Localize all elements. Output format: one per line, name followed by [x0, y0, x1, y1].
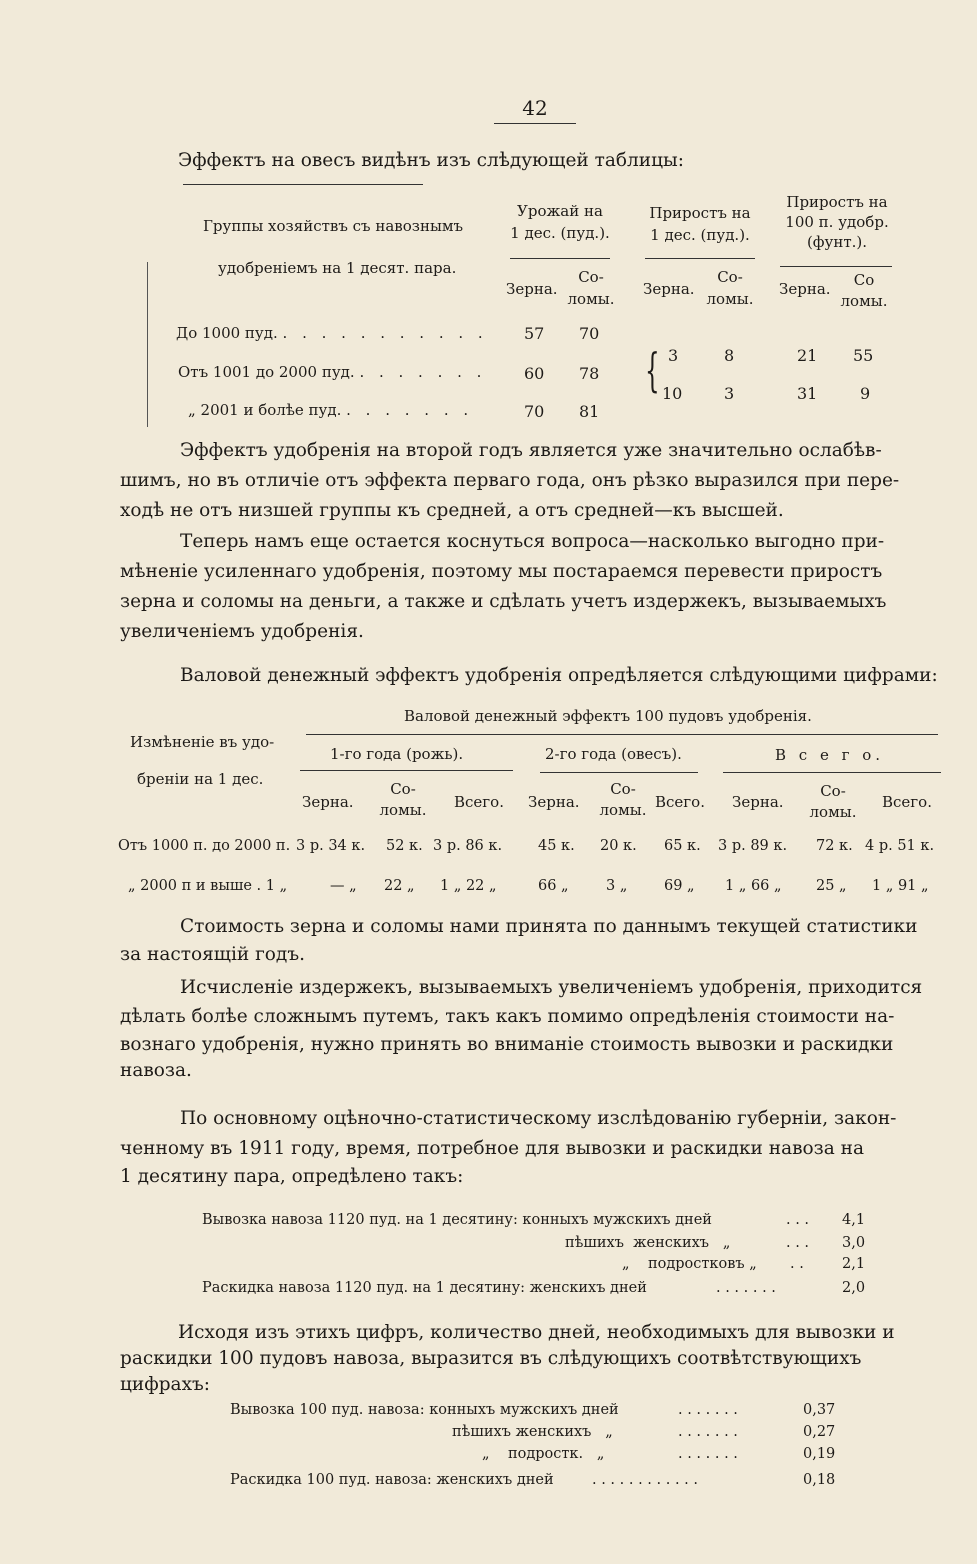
t2-cell: 25 „ — [816, 878, 847, 894]
t1-sub-grain-inc: Зерна. — [643, 280, 695, 298]
t2-cell: 72 к. — [816, 838, 853, 854]
page-number: 42 — [522, 96, 548, 120]
table1-group-header-1: Группы хозяйствъ съ навознымъ — [203, 217, 464, 235]
t1-sub-straw-yield-2: ломы. — [567, 290, 615, 308]
t1-sub-straw-inc-2: ломы. — [706, 290, 754, 308]
table1-caption: Эффектъ на овесъ видѣнъ изъ слѣдующей таблицы: — [178, 150, 684, 171]
t2-cell: 22 „ — [384, 878, 415, 894]
t1-row-label: „ 2001 и болѣе пуд. . . . . . . . — [188, 401, 474, 419]
table2-year1: 1-го года (рожь). — [330, 745, 464, 763]
t1-sub-straw-inc100-1: Со — [853, 271, 875, 289]
page-number-rule — [494, 123, 576, 124]
para3-line: Стоимость зерна и соломы нами принята по даннымъ текущей статистики — [180, 916, 918, 937]
list2-item: пѣшихъ женскихъ „ — [452, 1424, 613, 1440]
table2-caption: Валовой денежный эффектъ удобренія опредѣляется слѣдующими цифрами: — [180, 665, 938, 686]
t2-cell: 3 „ — [606, 878, 628, 894]
para5-line: 1 десятину пара, опредѣлено такъ: — [120, 1166, 464, 1187]
yield-brace — [510, 258, 610, 259]
list1-dots: . . . — [786, 1212, 810, 1228]
list1-item: Вывозка навоза 1120 пуд. на 1 десятину: конныхъ мужскихъ дней — [202, 1212, 712, 1228]
t2-cell: 66 „ — [538, 878, 569, 894]
year1-brace — [300, 770, 513, 771]
table2-top-header: Валовой денежный эффектъ 100 пудовъ удобренія. — [404, 707, 812, 725]
list1-value: 3,0 — [842, 1235, 866, 1251]
t2-sub-all: Всего. — [454, 793, 504, 811]
para3-line: за настоящій годъ. — [120, 944, 305, 965]
table1-group-header-2: удобреніемъ на 1 десят. пара. — [218, 259, 457, 277]
t2-cell: 52 к. — [386, 838, 423, 854]
para6-line: раскидки 100 пудовъ навоза, выразится въ слѣдующихъ соотвѣтствующихъ — [120, 1348, 862, 1369]
t1-row-grain: 60 — [524, 364, 545, 383]
table2-total: В с е г о. — [775, 746, 885, 764]
t2-sub-straw-2: ломы. — [599, 801, 647, 819]
t2-cell: 3 р. 89 к. — [718, 838, 788, 854]
para2-line: зерна и соломы на деньги, а также и сдѣлать учетъ издержекъ, вызываемыхъ — [120, 591, 887, 612]
list2-value: 0,19 — [803, 1446, 836, 1462]
t2-sub-grain: Зерна. — [732, 793, 784, 811]
para5-line: По основному оцѣночно-статистическому изслѣдованію губерніи, закон- — [180, 1108, 897, 1129]
t2-sub-straw-1: Со- — [820, 782, 846, 800]
year2-brace — [540, 772, 698, 773]
para4-line: навоза. — [120, 1060, 192, 1081]
t2-cell: 1 „ 66 „ — [725, 878, 782, 894]
para6-line: Исходя изъ этихъ цифръ, количество дней, необходимыхъ для вывозки и — [178, 1322, 895, 1343]
para1-line: Эффектъ удобренія на второй годъ является уже значительно ослабѣв- — [180, 440, 882, 461]
list2-value: 0,18 — [803, 1472, 836, 1488]
table1-increase100-header-3: (фунт.). — [806, 233, 868, 251]
para6-line: цифрахъ: — [120, 1374, 211, 1395]
t1-sub-straw-inc-1: Со- — [717, 268, 743, 286]
table1-yield-header-1: Урожай на — [517, 202, 603, 220]
t2-sub-straw-1: Со- — [390, 780, 416, 798]
increase100-brace — [780, 266, 892, 267]
t2-cell: 1 „ 22 „ — [440, 878, 497, 894]
t1-row-straw: 78 — [579, 364, 600, 383]
t2-sub-all: Всего. — [882, 793, 932, 811]
t2-cell: — „ — [330, 878, 357, 894]
list2-item: Раскидка 100 пуд. навоза: женскихъ дней — [230, 1472, 554, 1488]
list1-value: 4,1 — [842, 1212, 866, 1228]
para4-line: дѣлать болѣе сложнымъ путемъ, такъ какъ помимо опредѣленія стоимости на- — [120, 1006, 895, 1027]
t1-inc-grain: 3 — [668, 346, 679, 365]
t2-sub-straw-2: ломы. — [809, 803, 857, 821]
t1-sub-grain-inc100: Зерна. — [779, 280, 831, 298]
caption-flourish — [183, 184, 423, 185]
t1-inc-grain: 10 — [662, 384, 683, 403]
t1-inc100-grain: 31 — [797, 384, 818, 403]
list2-value: 0,27 — [803, 1424, 836, 1440]
list2-value: 0,37 — [803, 1402, 836, 1418]
t1-row-straw: 70 — [579, 324, 600, 343]
t2-sub-all: Всего. — [655, 793, 705, 811]
t2-cell: 20 к. — [600, 838, 637, 854]
increase-brace — [645, 258, 755, 259]
table2-year2: 2-го года (овесъ). — [545, 745, 682, 763]
t2-cell: 65 к. — [664, 838, 701, 854]
para2-line: Теперь намъ еще остается коснуться вопроса—насколько выгодно при- — [180, 531, 885, 552]
table1-yield-header-2: 1 дес. (пуд.). — [510, 224, 610, 242]
list1-dots: . . . . . . . — [716, 1280, 776, 1296]
t2-cell: 69 „ — [664, 878, 695, 894]
t2-cell: 1 „ 91 „ — [872, 878, 929, 894]
t2-sub-straw-1: Со- — [610, 780, 636, 798]
t2-row-label: Отъ 1000 п. до 2000 п. — [118, 838, 291, 854]
t1-sub-straw-inc100-2: ломы. — [840, 292, 888, 310]
t1-sub-grain-yield: Зерна. — [506, 280, 558, 298]
t2-cell: 3 р. 34 к. — [296, 838, 366, 854]
t1-sub-straw-yield-1: Со- — [578, 268, 604, 286]
list1-value: 2,0 — [842, 1280, 866, 1296]
left-brace-glyph: { — [645, 343, 660, 397]
t2-cell: 45 к. — [538, 838, 575, 854]
list2-item: „ подростк. „ — [482, 1446, 605, 1462]
t1-row-label: До 1000 пуд. . . . . . . . . . . . — [176, 324, 488, 342]
t2-sub-grain: Зерна. — [528, 793, 580, 811]
t1-row-label: Отъ 1001 до 2000 пуд. . . . . . . . — [178, 363, 487, 381]
list2-dots: . . . . . . . — [678, 1424, 738, 1440]
para2-line: мѣненіе усиленнаго удобренія, поэтому мы постараемся перевести приростъ — [120, 561, 883, 582]
para2-line: увеличеніемъ удобренія. — [120, 621, 364, 642]
list2-dots: . . . . . . . — [678, 1446, 738, 1462]
total-brace — [723, 772, 941, 773]
t2-sub-grain: Зерна. — [302, 793, 354, 811]
para1-line: ходѣ не отъ низшей группы къ средней, а отъ средней—къ высшей. — [120, 500, 784, 521]
t1-inc100-straw: 55 — [853, 346, 874, 365]
list1-dots: . . . — [786, 1235, 810, 1251]
list1-item: Раскидка навоза 1120 пуд. на 1 десятину: женскихъ дней — [202, 1280, 647, 1296]
t2-sub-straw-2: ломы. — [379, 801, 427, 819]
t2-cell: 4 р. 51 к. — [865, 838, 935, 854]
table1-increase-header-2: 1 дес. (пуд.). — [650, 226, 750, 244]
t1-row-straw: 81 — [579, 402, 600, 421]
t1-inc100-straw: 9 — [860, 384, 871, 403]
t1-inc100-grain: 21 — [797, 346, 818, 365]
para5-line: ченному въ 1911 году, время, потребное для вывозки и раскидки навоза на — [120, 1138, 865, 1159]
list2-dots: . . . . . . . — [678, 1402, 738, 1418]
table2-row-header-1: Измѣненіе въ удо- — [130, 733, 275, 751]
list2-item: Вывозка 100 пуд. навоза: конныхъ мужскихъ дней — [230, 1402, 619, 1418]
list1-item: „ подростковъ „ — [622, 1256, 757, 1272]
t1-row-grain: 70 — [524, 402, 545, 421]
t2-row-label: „ 2000 п и выше . 1 „ — [128, 878, 288, 894]
top-brace — [306, 734, 938, 735]
t1-row-grain: 57 — [524, 324, 545, 343]
table2-row-header-2: бреніи на 1 дес. — [137, 770, 264, 788]
table1-increase100-header-1: Приростъ на — [786, 193, 888, 211]
para4-line: Исчисленіе издержекъ, вызываемыхъ увеличеніемъ удобренія, приходится — [180, 977, 923, 998]
table1-increase100-header-2: 100 п. удобр. — [785, 213, 889, 231]
t2-cell: 3 р. 86 к. — [433, 838, 503, 854]
t1-inc-straw: 8 — [724, 346, 735, 365]
table1-increase-header-1: Приростъ на — [649, 204, 751, 222]
list1-item: пѣшихъ женскихъ „ — [565, 1235, 731, 1251]
para4-line: вознаго удобренія, нужно принять во вниманіе стоимость вывозки и раскидки — [120, 1034, 894, 1055]
para1-line: шимъ, но въ отличіе отъ эффекта перваго года, онъ рѣзко выразился при пере- — [120, 470, 900, 491]
list1-value: 2,1 — [842, 1256, 866, 1272]
list1-dots: . . — [790, 1256, 804, 1272]
table1-left-bar — [147, 262, 148, 427]
t1-inc-straw: 3 — [724, 384, 735, 403]
list2-dots: . . . . . . . . . . . . — [592, 1472, 699, 1488]
